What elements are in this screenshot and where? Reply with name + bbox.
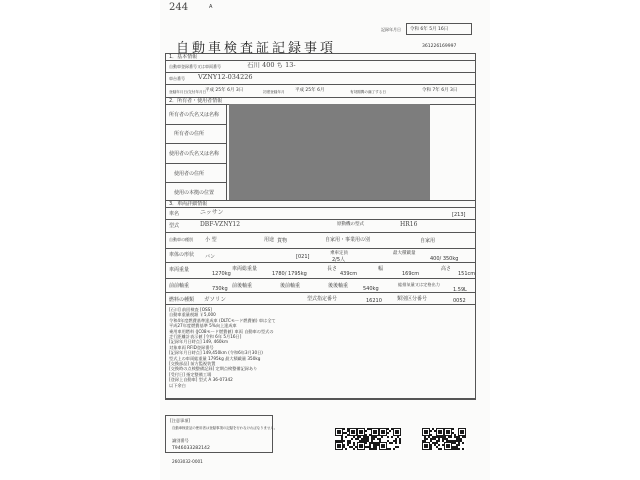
remark-line: 平成27年度燃費基準 5%向上達成車 <box>169 323 237 329</box>
gross-label: 車両総重量 <box>232 266 258 272</box>
use-value: 貨物 <box>277 238 288 244</box>
rear-rear-axle-label: 後後軸重 <box>328 283 349 289</box>
body-label: 車体の形状 <box>169 252 195 258</box>
remark-line: [交換時の点検整備記録] 定期点検整備記録あり <box>169 366 258 372</box>
private-label: 自家用・事業用の別 <box>325 237 371 243</box>
notes-text: 自動車検査証の使用者は登録事項の記録を行わなければなりません。 <box>172 426 278 430</box>
body-code: [021] <box>296 254 310 260</box>
front-rear-axle-label: 前後軸重 <box>232 283 253 289</box>
remark-line: 令和4年度燃費基準達成車 (DLTCモード燃費値) 車は全て <box>169 317 276 323</box>
section2-heading: 2．所有者・使用者情報 <box>169 98 223 104</box>
kind-label: 自動車の種別 <box>169 237 193 242</box>
issue-date-label: 記録年月日 <box>381 27 401 32</box>
issue-date-value: 令和 6年 5月 16日 <box>410 27 449 32</box>
length-label: 長さ <box>327 266 338 272</box>
remark-line: [登録上自動車] 型式 A 36-07342 <box>169 377 233 383</box>
length-value: 439cm <box>340 271 358 277</box>
engine-label: 原動機の型式 <box>337 222 364 227</box>
maker-value: ニッサン <box>200 209 224 216</box>
model-label: 型式 <box>169 223 180 229</box>
qr-code-2 <box>357 428 379 450</box>
body-value: バン <box>205 254 216 260</box>
capacity-label: 乗車定員 <box>330 251 348 256</box>
displacement-value: 1.59 <box>453 287 465 293</box>
corner-mark: A <box>209 4 213 10</box>
remarks-block <box>169 307 276 388</box>
remark-line: [受付日] 指定整備工場 <box>169 371 212 377</box>
base-location-label: 使用の本拠の位置 <box>174 190 215 196</box>
width-label: 幅 <box>378 266 384 272</box>
remark-line: 型式上の車両総重量 1795kg 最大積載量 350kg <box>169 355 261 361</box>
height-label: 高さ <box>441 266 452 272</box>
remark-line: [石川] 前回検査 [OSS] <box>169 307 212 312</box>
maker-label: 車名 <box>169 211 180 217</box>
weight-label: 車両重量 <box>169 267 190 273</box>
capacity-value: 2/5人 <box>332 257 346 263</box>
remark-line: [交換部品] 前方監視装置 <box>169 361 216 367</box>
remark-line: 走行距離計表示値 [令和 6年 5月16日] <box>169 334 242 340</box>
expiry-label: 有効期間の満了する日 <box>350 90 386 94</box>
rear-rear-axle-value: 540kg <box>363 286 379 292</box>
max-load-label: 最大積載量 <box>393 251 416 256</box>
first-reg-value: 平成 25年 6月 3日 <box>205 88 244 93</box>
approval-value: 16210 <box>366 298 382 304</box>
certificate-sheet <box>160 0 490 480</box>
displacement-unit: L <box>464 287 467 293</box>
remark-line: 対象車両 RFID登録番号 <box>169 344 214 350</box>
first-year-value: 平成 25年 6月 <box>295 88 325 93</box>
user-address-label: 使用者の住所 <box>174 171 205 177</box>
displacement-label: 総排気量又は定格出力 <box>398 282 440 287</box>
section3-heading: 3．車両詳細情報 <box>169 201 208 207</box>
qr-code-4 <box>422 428 444 450</box>
section1-heading: 1．基本情報 <box>169 54 198 60</box>
front-front-axle-value: 730kg <box>212 286 228 292</box>
rear-front-axle-label: 後前軸重 <box>280 283 301 289</box>
id-label: 識別番号 <box>172 438 189 443</box>
use-label: 用途 <box>264 237 275 243</box>
handwritten-number: 244 <box>169 2 189 13</box>
engine-value: HR16 <box>400 221 418 228</box>
document-title: 自動車検査証記録事項 <box>176 41 337 56</box>
bottom-code: 2603032-0001 <box>172 459 203 464</box>
model-value: DBF-VZNY12 <box>200 221 241 228</box>
owner-address-label: 所有者の住所 <box>174 131 205 137</box>
remark-line: 乗用車用燃料 (JC08モード燃費値) 車両 自動車の型式の <box>169 328 274 334</box>
remark-line: [記録年月日時点] 149, 460km <box>169 339 229 345</box>
fuel-label: 燃料の種類 <box>169 297 195 303</box>
remark-line: 以下余白 <box>169 382 186 388</box>
qr-code-5 <box>444 428 466 450</box>
width-value: 169cm <box>402 271 420 277</box>
weight-value: 1270kg <box>212 271 231 277</box>
remark-line: [記録年月日時点] 149,450km (令和6年3月30日) <box>169 350 263 356</box>
reg-label: 自動車登録番号又は車両番号 <box>169 64 221 69</box>
first-reg-label: 登録年月日/交付年月日 <box>169 90 207 94</box>
class-value: 0052 <box>453 298 466 304</box>
qr-code-3 <box>379 428 401 450</box>
approval-label: 型式指定番号 <box>307 296 338 302</box>
redacted-owner-block <box>229 104 430 200</box>
id-value: T946033282142 <box>172 446 210 451</box>
reg-value: 石川 400 ち 13- <box>247 61 296 69</box>
fuel-value: ガソリン <box>204 297 227 303</box>
private-value: 自家用 <box>420 238 436 244</box>
qr-code-1 <box>335 428 357 450</box>
front-front-axle-label: 前前軸重 <box>169 283 190 289</box>
max-load-value: 400/ 350kg <box>430 256 459 262</box>
maker-code: [213] <box>452 212 466 218</box>
kind-value: 小 型 <box>205 237 217 243</box>
height-value: 151cm <box>458 271 476 277</box>
first-year-label: 初度登録年月 <box>263 90 285 94</box>
user-name-label: 使用者の氏名又は名称 <box>169 151 220 157</box>
notes-heading: [注意事項] <box>170 418 191 423</box>
vin-label: 車台番号 <box>169 76 185 81</box>
expiry-value: 令和 7年 6月 3日 <box>422 88 458 93</box>
document-id: 361226169997 <box>422 44 457 49</box>
gross-value: 1780/ 1795kg <box>272 271 307 277</box>
remark-line: 自動車重量税額 ￥5,000 <box>169 312 216 318</box>
owner-name-label: 所有者の氏名又は名称 <box>169 112 220 118</box>
class-label: 類別区分番号 <box>397 296 428 302</box>
vin-value: VZNY12-034226 <box>198 73 253 81</box>
